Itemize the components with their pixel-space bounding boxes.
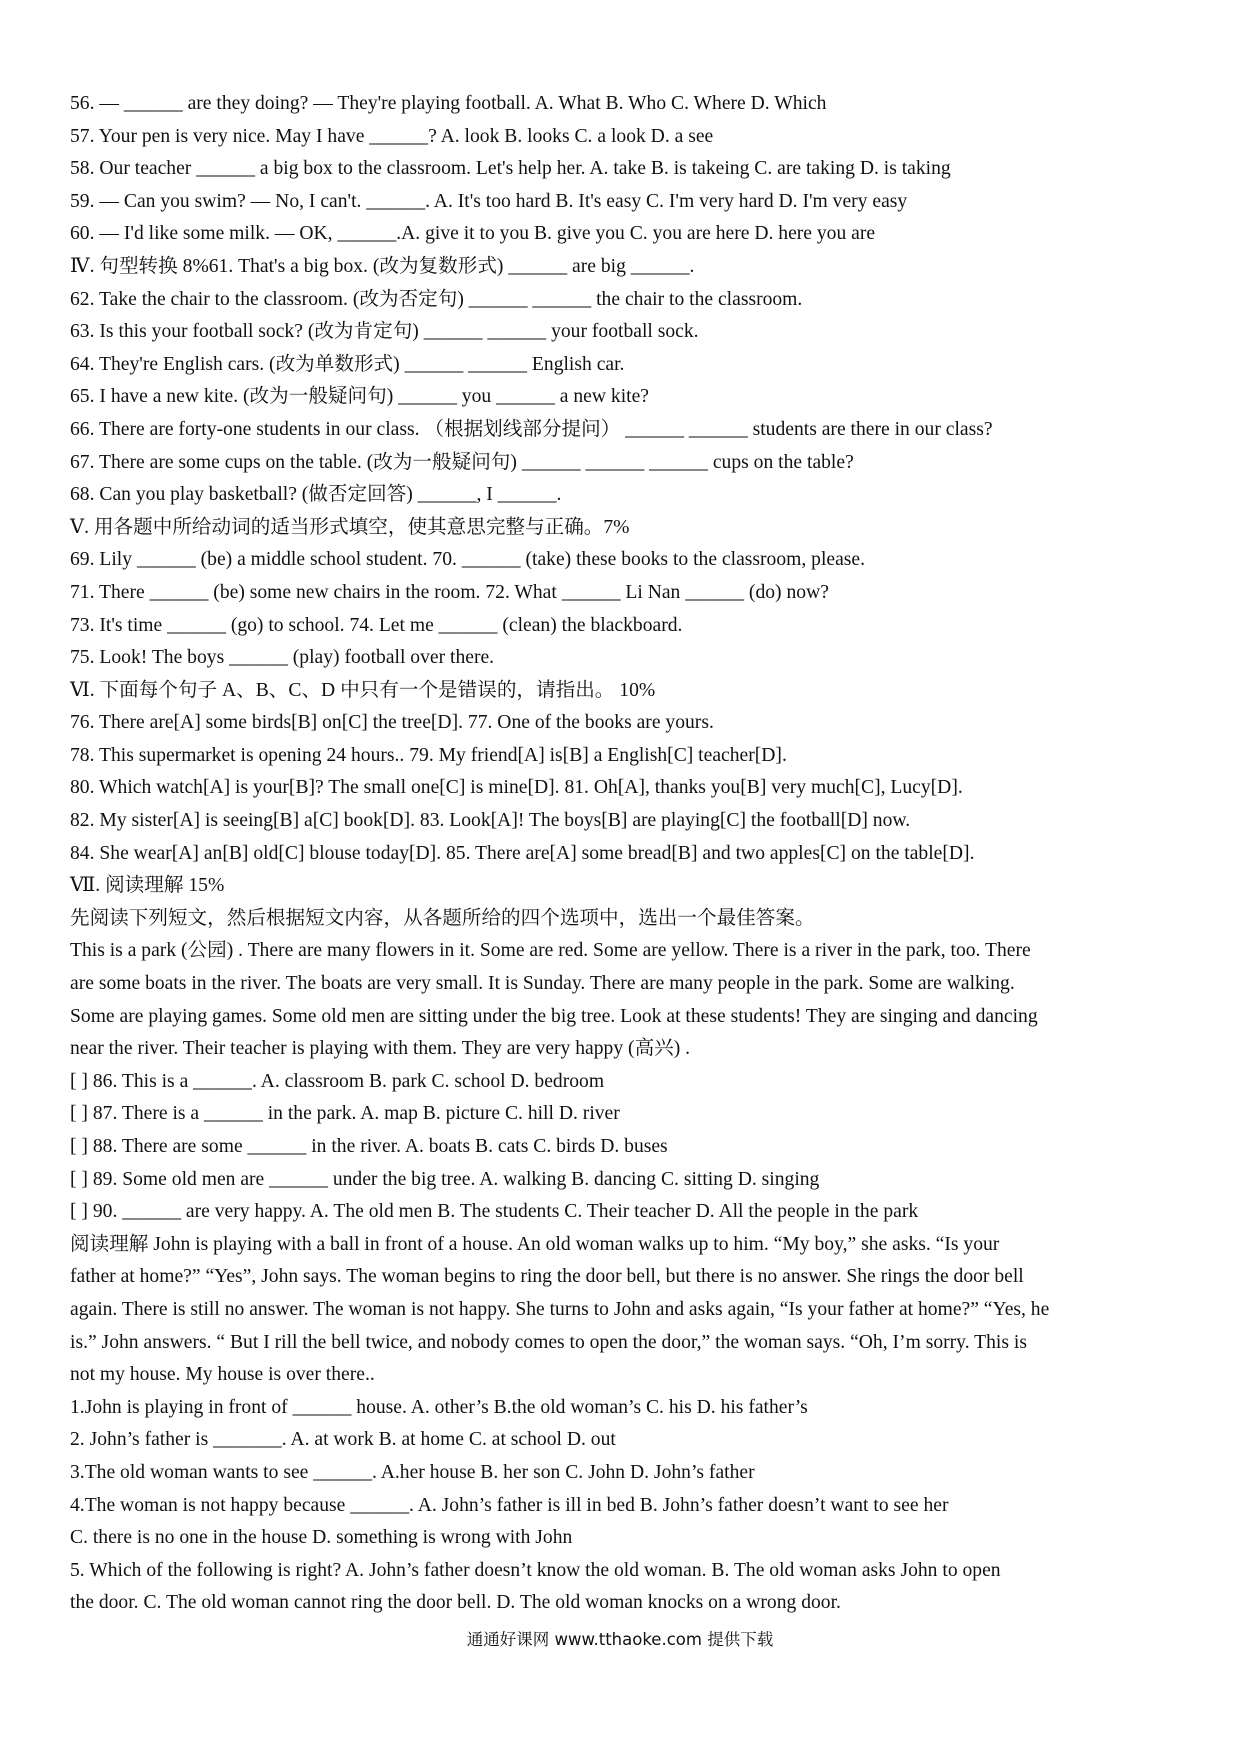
question-65: 65. I have a new kite. (改为一般疑问句) ______ you ______ a new kite?: [70, 386, 649, 408]
passage-2-line-3: again. There is still no answer. The woman is not happy. She turns to John and asks again, “Is your father at home?” “Yes, he: [70, 1298, 1050, 1320]
passage-2-line-4: is.” John answers. “ But I rill the bell twice, and nobody comes to open the door,” the woman says. “Oh, I’m sorry. This is: [70, 1331, 1027, 1353]
section-4-heading: Ⅳ. 句型转换 8%61. That's a big box. (改为复数形式) ______ are big ______.: [70, 255, 695, 277]
question-56: 56. — ______ are they doing? — They're playing football. A. What B. Who C. Where D. Which: [70, 93, 827, 114]
passage-2-line-5: not my house. My house is over there..: [70, 1364, 375, 1386]
reading-instructions: 先阅读下列短文，然后根据短文内容，从各题所给的四个选项中，选出一个最佳答案。: [70, 907, 815, 929]
question-58: 58. Our teacher ______ a big box to the classroom. Let's help her. A. take B. is takeing C. are taking D. is taking: [70, 158, 951, 180]
section-6-heading: Ⅵ. 下面每个句子 A、B、C、D 中只有一个是错误的，请指出。 10%: [70, 679, 656, 701]
reading-question-5-cont: the door. C. The old woman cannot ring the door bell. D. The old woman knocks on a wrong door.: [70, 1592, 841, 1614]
passage-1-line-2: are some boats in the river. The boats are very small. It is Sunday. There are many people in the park. Some are walking.: [70, 973, 1015, 995]
question-78-79: 78. This supermarket is opening 24 hours.. 79. My friend[A] is[B] a English[C] teacher[D].: [70, 744, 787, 766]
reading-question-1: 1.John is playing in front of ______ house. A. other’s B.the old woman’s C. his D. his father’s: [70, 1396, 808, 1418]
question-68: 68. Can you play basketball? (做否定回答) ______, I ______.: [70, 484, 562, 506]
question-80-81: 80. Which watch[A] is your[B]? The small one[C] is mine[D]. 81. Oh[A], thanks you[B] very much[C], Lucy[D].: [70, 777, 963, 799]
question-76-77: 76. There are[A] some birds[B] on[C] the tree[D]. 77. One of the books are yours.: [70, 712, 714, 734]
question-73-74: 73. It's time ______ (go) to school. 74. Let me ______ (clean) the blackboard.: [70, 614, 683, 636]
reading-question-5: 5. Which of the following is right? A. John’s father doesn’t know the old woman. B. The old woman asks John to open: [70, 1559, 1001, 1581]
passage-2-line-1: 阅读理解 John is playing with a ball in front of a house. An old woman walks up to him. “My boy,” she asks. “Is your: [70, 1233, 1000, 1255]
question-59: 59. — Can you swim? — No, I can't. ______. A. It's too hard B. It's easy C. I'm very hard D. I'm very easy: [70, 190, 908, 212]
question-86: [ ] 86. This is a ______. A. classroom B. park C. school D. bedroom: [70, 1070, 605, 1092]
reading-question-4-cont: C. there is no one in the house D. something is wrong with John: [70, 1527, 573, 1549]
passage-1-line-4: near the river. Their teacher is playing with them. They are very happy (高兴) .: [70, 1038, 691, 1060]
question-63: 63. Is this your football sock? (改为肯定句) ______ ______ your football sock.: [70, 321, 699, 343]
reading-question-2: 2. John’s father is _______. A. at work B. at home C. at school D. out: [70, 1429, 616, 1451]
worksheet-body: [70, 88, 1178, 1620]
question-60: 60. — I'd like some milk. — OK, ______.A. give it to you B. give you C. you are here D. here you are: [70, 223, 876, 245]
reading-question-3: 3.The old woman wants to see ______. A.her house B. her son C. John D. John’s father: [70, 1461, 755, 1483]
question-82-83: 82. My sister[A] is seeing[B] a[C] book[D]. 83. Look[A]! The boys[B] are playing[C] the football[D] now.: [70, 810, 911, 832]
passage-1-line-1: This is a park (公园) . There are many flowers in it. Some are red. Some are yellow. There is a river in the park, too. There: [70, 940, 1031, 962]
question-62: 62. Take the chair to the classroom. (改为否定句) ______ ______ the chair to the classroom.: [70, 288, 803, 310]
question-69-70: 69. Lily ______ (be) a middle school student. 70. ______ (take) these books to the classroom, please.: [70, 549, 866, 571]
passage-2-line-2: father at home?” “Yes”, John says. The woman begins to ring the door bell, but there is no answer. She rings the door bell: [70, 1266, 1024, 1288]
reading-question-4: 4.The woman is not happy because ______. A. John’s father is ill in bed B. John’s father doesn’t want to see her: [70, 1494, 949, 1516]
question-64: 64. They're English cars. (改为单数形式) ______ ______ English car.: [70, 353, 625, 375]
question-57: 57. Your pen is very nice. May I have ______? A. look B. looks C. a look D. a see: [70, 125, 714, 147]
question-88: [ ] 88. There are some ______ in the river. A. boats B. cats C. birds D. buses: [70, 1136, 668, 1157]
question-75: 75. Look! The boys ______ (play) football over there.: [70, 647, 495, 669]
question-66: 66. There are forty-one students in our class. （根据划线部分提问） ______ ______ students are there in our class?: [70, 418, 993, 440]
question-87: [ ] 87. There is a ______ in the park. A. map B. picture C. hill D. river: [70, 1103, 620, 1125]
section-5-heading: Ⅴ. 用各题中所给动词的适当形式填空，使其意思完整与正确。7%: [70, 516, 630, 538]
passage-1-line-3: Some are playing games. Some old men are sitting under the big tree. Look at these students! They are singing and dancing: [70, 1005, 1038, 1027]
question-84-85: 84. She wear[A] an[B] old[C] blouse today[D]. 85. There are[A] some bread[B] and two apples[C] on the table[D].: [70, 842, 975, 864]
question-67: 67. There are some cups on the table. (改为一般疑问句) ______ ______ ______ cups on the table?: [70, 451, 854, 473]
question-71-72: 71. There ______ (be) some new chairs in the room. 72. What ______ Li Nan ______ (do) now?: [70, 581, 829, 603]
section-7-heading: Ⅶ. 阅读理解 15%: [70, 875, 225, 897]
page-footer: 通通好课网 www.tthaoke.com 提供下载: [466, 1630, 774, 1649]
question-90: [ ] 90. ______ are very happy. A. The old men B. The students C. Their teacher D. All the people in the park: [70, 1201, 919, 1223]
question-89: [ ] 89. Some old men are ______ under the big tree. A. walking B. dancing C. sitting D. singing: [70, 1168, 820, 1190]
